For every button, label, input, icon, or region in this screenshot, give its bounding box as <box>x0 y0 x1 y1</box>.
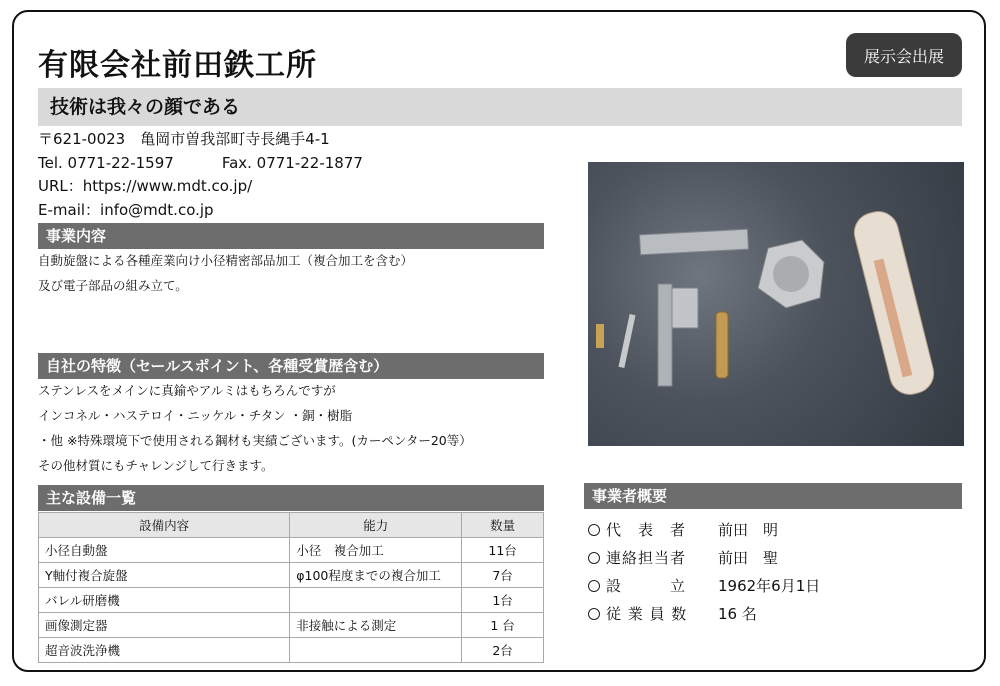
circle-bullet-icon <box>588 608 600 620</box>
table-header-row <box>39 513 544 538</box>
equipment-name: 小径自動盤 <box>39 538 290 563</box>
equipment-quantity: 11台 <box>462 538 544 563</box>
address: 〒621-0023 亀岡市曽我部町寺長縄手4-1 <box>38 130 330 148</box>
table-row <box>39 638 544 663</box>
business-line: 自動旋盤による各種産業向け小径精密部品加工（複合加工を含む） <box>38 253 414 268</box>
equipment-heading: 主な設備一覧 <box>38 485 544 511</box>
equipment-capability: 小径 複合加工 <box>290 538 462 563</box>
features-line: その他材質にもチャレンジして行きます。 <box>38 458 274 473</box>
profile-label: 連絡担当者 <box>606 549 687 567</box>
equipment-capability: φ100程度までの複合加工 <box>290 563 462 588</box>
profile-list <box>588 516 820 628</box>
equipment-quantity: 2台 <box>462 638 544 663</box>
equipment-name: 画像測定器 <box>39 613 290 638</box>
equipment-table <box>38 512 544 663</box>
column-header: 能力 <box>290 513 462 538</box>
product-photo-illustration <box>588 162 964 446</box>
equipment-quantity: 1台 <box>462 588 544 613</box>
circle-bullet-icon <box>588 552 600 564</box>
profile-label: 設 立 <box>606 577 687 595</box>
contact-block <box>38 128 363 222</box>
profile-label: 代 表 者 <box>606 521 687 539</box>
list-item <box>588 572 820 600</box>
website-url[interactable]: URL：https://www.mdt.co.jp/ <box>38 177 253 195</box>
list-item <box>588 600 820 628</box>
profile-value: 前田 聖 <box>718 549 779 567</box>
equipment-capability <box>290 638 462 663</box>
features-line: ステンレスをメインに真鍮やアルミはもちろんですが <box>38 383 336 398</box>
equipment-name: 超音波洗浄機 <box>39 638 290 663</box>
product-photo <box>588 162 964 446</box>
column-header: 設備内容 <box>39 513 290 538</box>
table-row <box>39 588 544 613</box>
equipment-capability: 非接触による測定 <box>290 613 462 638</box>
equipment-name: Y軸付複合旋盤 <box>39 563 290 588</box>
phone-fax-line <box>38 152 363 176</box>
profile-value: 前田 明 <box>718 521 779 539</box>
table-row <box>39 613 544 638</box>
business-line: 及び電子部品の組み立て。 <box>38 278 188 293</box>
features-heading: 自社の特徴（セールスポイント、各種受賞歴含む） <box>38 353 544 379</box>
company-name: 有限会社前田鉄工所 <box>38 48 317 83</box>
profile-heading: 事業者概要 <box>584 483 962 509</box>
profile-label: 従 業 員 数 <box>606 605 688 623</box>
fax: Fax. 0771-22-1877 <box>221 153 363 172</box>
circle-bullet-icon <box>588 580 600 592</box>
equipment-capability <box>290 588 462 613</box>
features-line: インコネル・ハステロイ・ニッケル・チタン ・銅・樹脂 <box>38 408 353 423</box>
business-text <box>38 248 413 298</box>
equipment-quantity: 1 台 <box>462 613 544 638</box>
equipment-quantity: 7台 <box>462 563 544 588</box>
tel: Tel. 0771-22-1597 <box>38 153 174 172</box>
profile-value: 1962年6月1日 <box>718 577 821 595</box>
list-item <box>588 516 820 544</box>
features-text <box>38 378 472 478</box>
equipment-name: バレル研磨機 <box>39 588 290 613</box>
tagline-banner: 技術は我々の顔である <box>38 88 962 126</box>
business-heading: 事業内容 <box>38 223 544 249</box>
list-item <box>588 544 820 572</box>
profile-value: 16 名 <box>718 605 757 623</box>
table-row <box>39 538 544 563</box>
table-row <box>39 563 544 588</box>
features-line: ・他 ※特殊環境下で使用される鋼材も実績ございます。(カーペンター20等） <box>38 433 472 448</box>
exhibition-badge[interactable]: 展示会出展 <box>846 33 962 77</box>
column-header: 数量 <box>462 513 544 538</box>
email-address[interactable]: E-mail：info@mdt.co.jp <box>38 200 214 219</box>
company-profile-card <box>12 10 986 672</box>
circle-bullet-icon <box>588 524 600 536</box>
